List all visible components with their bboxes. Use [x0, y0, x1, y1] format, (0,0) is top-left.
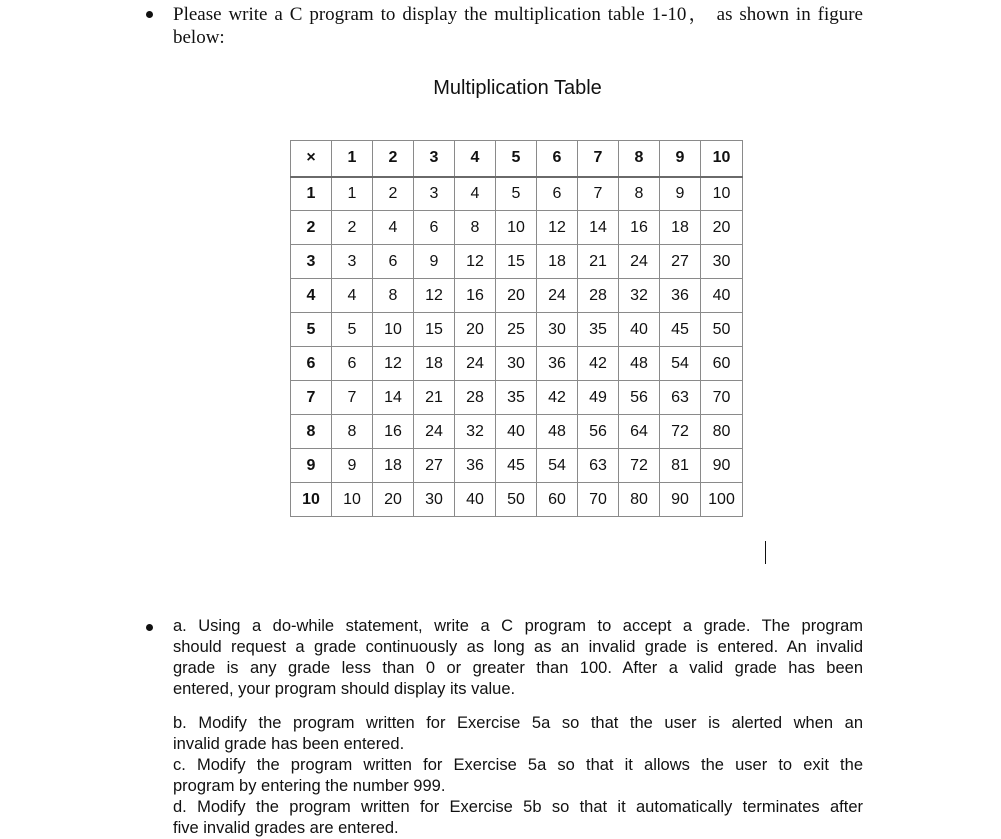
table-row: [291, 245, 743, 279]
table-cell: 20: [455, 313, 496, 347]
table-row: [291, 449, 743, 483]
table-cell: 6: [332, 347, 373, 381]
table-cell: 70: [701, 381, 743, 415]
table-cell: 90: [701, 449, 743, 483]
column-header: 2: [373, 141, 414, 177]
table-cell: 72: [619, 449, 660, 483]
intro-line: Please write a C program to display the multiplication table 1-10， as shown in figure: [173, 4, 863, 25]
table-cell: 18: [660, 211, 701, 245]
row-header: 6: [291, 347, 332, 381]
table-cell: 40: [496, 415, 537, 449]
column-header: 7: [578, 141, 619, 177]
row-header: 9: [291, 449, 332, 483]
table-row: [291, 177, 743, 211]
table-cell: 4: [332, 279, 373, 313]
table-cell: 35: [496, 381, 537, 415]
table-cell: 36: [455, 449, 496, 483]
table-cell: 24: [414, 415, 455, 449]
table-cell: 54: [537, 449, 578, 483]
table-cell: 24: [619, 245, 660, 279]
table-cell: 25: [496, 313, 537, 347]
table-cell: 12: [414, 279, 455, 313]
table-cell: 48: [537, 415, 578, 449]
column-header: 9: [660, 141, 701, 177]
table-cell: 21: [578, 245, 619, 279]
exercise-line: c. Modify the program written for Exercise 5a so that it allows the user to exit the: [173, 756, 863, 774]
exercise-line: five invalid grades are entered.: [173, 819, 399, 837]
column-header: 6: [537, 141, 578, 177]
exercise-line: program by entering the number 999.: [173, 777, 446, 795]
table-row: [291, 381, 743, 415]
table-cell: 15: [414, 313, 455, 347]
table-cell: 30: [496, 347, 537, 381]
table-cell: 6: [414, 211, 455, 245]
table-cell: 20: [496, 279, 537, 313]
exercise-line: should request a grade continuously as long as an invalid grade is entered. An invalid: [173, 638, 863, 656]
table-cell: 4: [373, 211, 414, 245]
table-cell: 28: [455, 381, 496, 415]
exercise-part-c: [173, 755, 863, 797]
corner-cell: ×: [291, 141, 332, 177]
table-title: Multiplication Table: [433, 77, 602, 99]
table-cell: 16: [455, 279, 496, 313]
table-cell: 64: [619, 415, 660, 449]
exercise-part-d: [173, 797, 863, 839]
table-cell: 45: [660, 313, 701, 347]
table-cell: 28: [578, 279, 619, 313]
table-cell: 30: [537, 313, 578, 347]
table-row: [291, 279, 743, 313]
exercise-part-b: [173, 713, 863, 755]
table-cell: 32: [455, 415, 496, 449]
table-cell: 40: [701, 279, 743, 313]
bullet-icon: [146, 11, 153, 18]
table-row: [291, 483, 743, 517]
exercise-part-a: [173, 616, 863, 700]
exercise-line: grade is any grade less than 0 or greater than 100. After a valid grade has been: [173, 659, 863, 677]
column-header: 8: [619, 141, 660, 177]
text-cursor: [765, 541, 766, 564]
table-cell: 18: [414, 347, 455, 381]
column-header: 5: [496, 141, 537, 177]
table-cell: 49: [578, 381, 619, 415]
row-header: 5: [291, 313, 332, 347]
exercise-line: a. Using a do-while statement, write a C program to accept a grade. The program: [173, 617, 863, 635]
exercise-line: entered, your program should display its value.: [173, 680, 516, 698]
row-header: 10: [291, 483, 332, 517]
table-cell: 1: [332, 177, 373, 211]
table-cell: 32: [619, 279, 660, 313]
table-cell: 8: [619, 177, 660, 211]
table-cell: 63: [660, 381, 701, 415]
table-cell: 12: [537, 211, 578, 245]
table-cell: 36: [660, 279, 701, 313]
exercise-line: d. Modify the program written for Exercise 5b so that it automatically terminates after: [173, 798, 863, 816]
table-cell: 7: [578, 177, 619, 211]
bullet-icon: [146, 624, 153, 631]
table-cell: 4: [455, 177, 496, 211]
table-cell: 18: [373, 449, 414, 483]
table-cell: 10: [701, 177, 743, 211]
row-header: 1: [291, 177, 332, 211]
table-cell: 40: [619, 313, 660, 347]
table-cell: 20: [373, 483, 414, 517]
table-cell: 12: [373, 347, 414, 381]
table-header-row: [291, 141, 743, 177]
table-cell: 8: [332, 415, 373, 449]
table-cell: 18: [537, 245, 578, 279]
table-cell: 35: [578, 313, 619, 347]
table-cell: 15: [496, 245, 537, 279]
table-cell: 56: [578, 415, 619, 449]
table-cell: 9: [332, 449, 373, 483]
table-cell: 24: [537, 279, 578, 313]
table-cell: 3: [332, 245, 373, 279]
exercise-line: b. Modify the program written for Exercise 5a so that the user is alerted when an: [173, 714, 863, 732]
table-cell: 42: [537, 381, 578, 415]
table-cell: 42: [578, 347, 619, 381]
table-cell: 14: [578, 211, 619, 245]
table-cell: 50: [701, 313, 743, 347]
table-cell: 16: [619, 211, 660, 245]
table-row: [291, 347, 743, 381]
table-cell: 12: [455, 245, 496, 279]
table-cell: 7: [332, 381, 373, 415]
table-cell: 10: [373, 313, 414, 347]
table-cell: 72: [660, 415, 701, 449]
column-header: 10: [701, 141, 743, 177]
table-cell: 80: [619, 483, 660, 517]
table-cell: 14: [373, 381, 414, 415]
table-cell: 6: [537, 177, 578, 211]
table-cell: 56: [619, 381, 660, 415]
intro-line: below:: [173, 27, 225, 48]
table-row: [291, 211, 743, 245]
table-cell: 2: [332, 211, 373, 245]
table-cell: 8: [373, 279, 414, 313]
table-cell: 80: [701, 415, 743, 449]
table-cell: 5: [332, 313, 373, 347]
table-cell: 21: [414, 381, 455, 415]
row-header: 3: [291, 245, 332, 279]
table-cell: 30: [414, 483, 455, 517]
column-header: 4: [455, 141, 496, 177]
row-header: 8: [291, 415, 332, 449]
table-cell: 9: [660, 177, 701, 211]
column-header: 3: [414, 141, 455, 177]
column-header: 1: [332, 141, 373, 177]
row-header: 7: [291, 381, 332, 415]
table-cell: 60: [537, 483, 578, 517]
table-cell: 40: [455, 483, 496, 517]
table-cell: 63: [578, 449, 619, 483]
table-cell: 81: [660, 449, 701, 483]
table-cell: 48: [619, 347, 660, 381]
table-cell: 50: [496, 483, 537, 517]
table-cell: 6: [373, 245, 414, 279]
table-cell: 36: [537, 347, 578, 381]
table-cell: 3: [414, 177, 455, 211]
row-header: 2: [291, 211, 332, 245]
row-header: 4: [291, 279, 332, 313]
table-cell: 10: [332, 483, 373, 517]
table-cell: 100: [701, 483, 743, 517]
table-cell: 27: [660, 245, 701, 279]
table-cell: 8: [455, 211, 496, 245]
intro-paragraph: [173, 3, 863, 49]
table-cell: 30: [701, 245, 743, 279]
table-row: [291, 415, 743, 449]
table-cell: 24: [455, 347, 496, 381]
table-cell: 27: [414, 449, 455, 483]
table-cell: 70: [578, 483, 619, 517]
table-cell: 5: [496, 177, 537, 211]
table-cell: 54: [660, 347, 701, 381]
multiplication-table: [290, 140, 743, 517]
table-cell: 2: [373, 177, 414, 211]
table-cell: 10: [496, 211, 537, 245]
table-cell: 20: [701, 211, 743, 245]
exercise-line: invalid grade has been entered.: [173, 735, 405, 753]
table-cell: 45: [496, 449, 537, 483]
table-row: [291, 313, 743, 347]
table-cell: 16: [373, 415, 414, 449]
table-cell: 9: [414, 245, 455, 279]
table-cell: 60: [701, 347, 743, 381]
table-cell: 90: [660, 483, 701, 517]
